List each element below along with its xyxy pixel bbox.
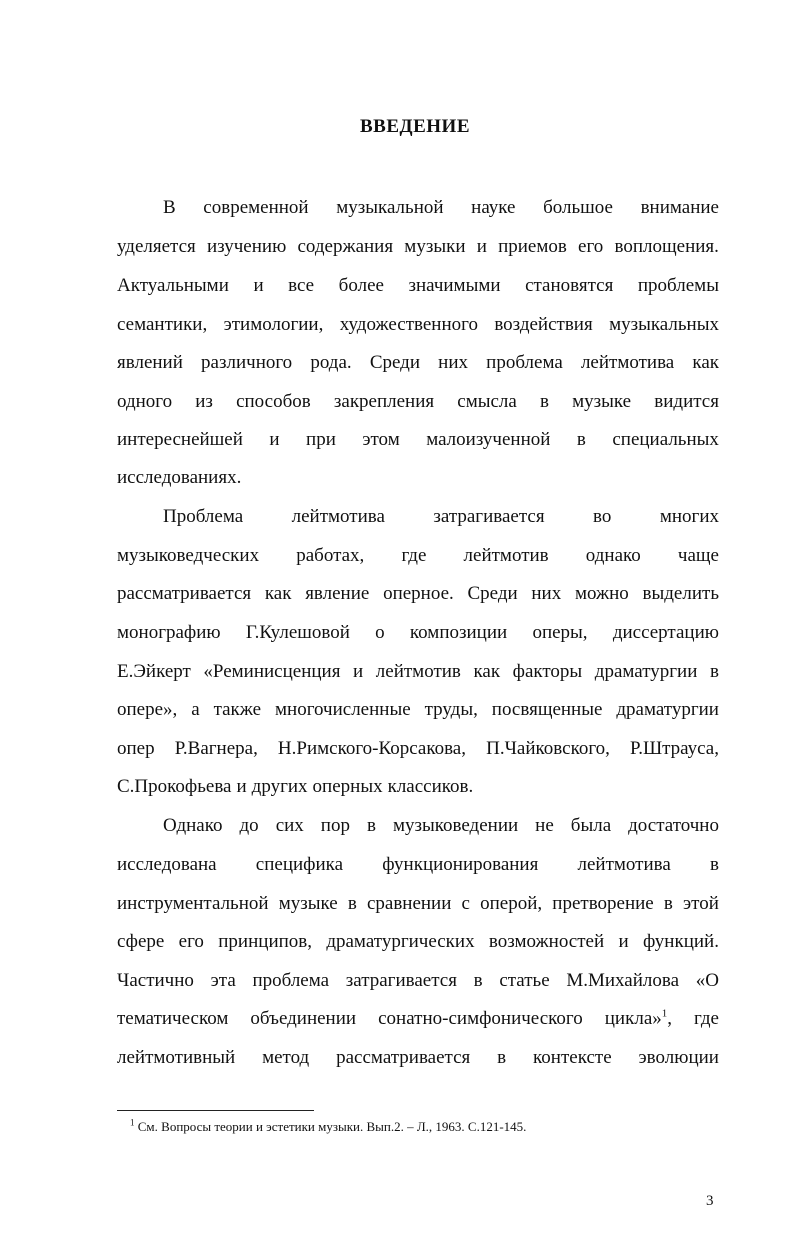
word: малоизученной xyxy=(426,429,551,450)
footnote-marker: 1 xyxy=(130,1117,135,1128)
word: труды, xyxy=(424,699,478,720)
word: в xyxy=(709,661,719,682)
word: проблема xyxy=(486,352,563,373)
word: лейтмотив xyxy=(463,545,549,566)
word: и xyxy=(236,776,247,797)
word: затрагивается xyxy=(433,506,545,527)
word: в xyxy=(497,1047,507,1068)
word: закрепления xyxy=(333,391,435,412)
word: диссертацию xyxy=(612,622,719,643)
word: других xyxy=(251,776,308,797)
word: многочисленные xyxy=(275,699,411,720)
word: содержания xyxy=(297,236,394,257)
text-line xyxy=(117,466,719,490)
word: до xyxy=(239,815,259,836)
text-line xyxy=(117,428,719,452)
word: лейтмотив xyxy=(375,661,461,682)
word: можно xyxy=(574,583,629,604)
word: семантики, xyxy=(117,314,208,335)
word: а xyxy=(191,699,200,720)
text-line xyxy=(163,814,719,838)
word: факторы xyxy=(512,661,583,682)
word: его xyxy=(178,931,204,952)
word: объединении xyxy=(250,1008,357,1029)
word: специальных xyxy=(612,429,719,450)
word: опере», xyxy=(117,699,178,720)
word: большое xyxy=(543,197,613,218)
text-line xyxy=(117,235,719,259)
text-line xyxy=(117,351,719,375)
page-number: 3 xyxy=(706,1193,714,1209)
word: П.Чайковского, xyxy=(486,738,610,759)
text-line xyxy=(117,660,719,684)
word: работах, xyxy=(296,545,365,566)
text-line xyxy=(117,1007,719,1031)
word: лейтмотива xyxy=(580,352,675,373)
text-line xyxy=(117,390,719,414)
word: в xyxy=(663,893,673,914)
word: видится xyxy=(654,391,719,412)
word: его xyxy=(578,236,604,257)
word: Е.Эйкерт xyxy=(117,661,191,682)
word: выделить xyxy=(642,583,719,604)
word: где xyxy=(694,1008,719,1029)
word: оперы, xyxy=(532,622,588,643)
word: эволюции xyxy=(638,1047,719,1068)
word: современной xyxy=(203,197,309,218)
word: композиции xyxy=(409,622,508,643)
word: о xyxy=(375,622,385,643)
word: в xyxy=(709,854,719,875)
word: многих xyxy=(659,506,719,527)
word: этимологии, xyxy=(223,314,324,335)
word: классиков. xyxy=(387,776,474,797)
word: функций. xyxy=(642,931,719,952)
word: Актуальными xyxy=(117,275,229,296)
word: музыкальной xyxy=(336,197,444,218)
footnote-divider xyxy=(117,1110,314,1111)
word: Проблема xyxy=(163,506,244,527)
word: этой xyxy=(683,893,719,914)
word: сих xyxy=(275,815,304,836)
text-line xyxy=(117,969,719,993)
word: уделяется xyxy=(117,236,196,257)
word: музыковедении xyxy=(392,815,519,836)
word: однако xyxy=(585,545,641,566)
word: и xyxy=(253,275,264,296)
word: них xyxy=(531,583,562,604)
word: более xyxy=(338,275,384,296)
word: явлений xyxy=(117,352,183,373)
word: возможностей xyxy=(488,931,605,952)
word: музыкальных xyxy=(609,314,719,335)
word: приемов xyxy=(498,236,567,257)
word: исследованиях. xyxy=(117,467,242,488)
word: специфика xyxy=(255,854,344,875)
word: где xyxy=(401,545,427,566)
word: Среди xyxy=(369,352,421,373)
text-line xyxy=(117,698,719,722)
word: как xyxy=(473,661,501,682)
word: из xyxy=(195,391,213,412)
word: рассматривается xyxy=(336,1047,471,1068)
word: них xyxy=(438,352,469,373)
word: посвященные xyxy=(491,699,603,720)
word: оперное. xyxy=(383,583,454,604)
word: инструментальной xyxy=(117,893,269,914)
word: лейтмотива xyxy=(577,854,671,875)
word: музыки xyxy=(404,236,466,257)
word: пор xyxy=(320,815,350,836)
word: проблемы xyxy=(637,275,719,296)
word: в xyxy=(576,429,586,450)
word: интереснейшей xyxy=(117,429,243,450)
word: воплощения. xyxy=(614,236,719,257)
word: этом xyxy=(362,429,400,450)
word: смысла xyxy=(457,391,517,412)
text-line xyxy=(117,1046,719,1070)
word: лейтмотива xyxy=(291,506,385,527)
word: музыковедческих xyxy=(117,545,260,566)
text-line xyxy=(117,775,719,799)
word: была xyxy=(570,815,612,836)
word: чаще xyxy=(677,545,719,566)
text-line xyxy=(117,544,719,568)
word: монографию xyxy=(117,622,221,643)
word: лейтмотивный xyxy=(117,1047,236,1068)
word: сонатно-симфонического xyxy=(378,1008,583,1029)
word: Н.Римского-Корсакова, xyxy=(277,738,466,759)
word: сравнении xyxy=(366,893,452,914)
word: различного xyxy=(201,352,293,373)
word: контексте xyxy=(533,1047,612,1068)
word: драматургии xyxy=(616,699,719,720)
word: оперой, xyxy=(480,893,543,914)
word: драматургии xyxy=(594,661,698,682)
word: науке xyxy=(471,197,516,218)
word: статье xyxy=(499,970,550,991)
word: как xyxy=(264,583,292,604)
word: оперных xyxy=(312,776,383,797)
word: Однако xyxy=(163,815,223,836)
word: В xyxy=(163,197,176,218)
word: М.Михайлова xyxy=(566,970,680,991)
word: художественного xyxy=(339,314,478,335)
word: внимание xyxy=(640,197,719,218)
text-line xyxy=(117,621,719,645)
word: эта xyxy=(210,970,236,991)
text-line xyxy=(163,505,719,529)
word: при xyxy=(306,429,336,450)
footnote-text: См. Вопросы теории и эстетики музыки. Вып.2. – Л., 1963. С.121-145. xyxy=(137,1119,527,1134)
word: не xyxy=(535,815,554,836)
word: изучению xyxy=(206,236,287,257)
text-line xyxy=(117,313,719,337)
word: функционирования xyxy=(382,854,539,875)
footnote xyxy=(130,1119,526,1135)
word: и xyxy=(353,661,364,682)
word: как xyxy=(692,352,719,373)
word: в xyxy=(347,893,357,914)
word: явление xyxy=(305,583,370,604)
text-line xyxy=(117,582,719,606)
word: цикла»$^1$, xyxy=(604,1007,672,1029)
word: проблема xyxy=(252,970,330,991)
word: Частично xyxy=(117,970,194,991)
word: становятся xyxy=(525,275,614,296)
text-line xyxy=(117,892,719,916)
word: во xyxy=(593,506,612,527)
word: также xyxy=(213,699,262,720)
word: «О xyxy=(695,970,719,991)
word: метод xyxy=(262,1047,310,1068)
word: с xyxy=(461,893,470,914)
word: в xyxy=(366,815,376,836)
word: рода. xyxy=(310,352,352,373)
word: способов xyxy=(236,391,311,412)
word: Р.Вагнера, xyxy=(174,738,258,759)
word: в xyxy=(473,970,483,991)
text-line xyxy=(163,196,719,220)
page-title: ВВЕДЕНИЕ xyxy=(360,116,470,137)
word: тематическом xyxy=(117,1008,229,1029)
word: одного xyxy=(117,391,173,412)
word: «Реминисценция xyxy=(203,661,341,682)
word: значимыми xyxy=(408,275,501,296)
word: исследована xyxy=(117,854,217,875)
word: затрагивается xyxy=(345,970,457,991)
word: в xyxy=(540,391,549,412)
word: музыке xyxy=(278,893,338,914)
text-line xyxy=(117,930,719,954)
word: опер xyxy=(117,738,155,759)
word: все xyxy=(288,275,315,296)
word: принципов, xyxy=(218,931,312,952)
word: и xyxy=(476,236,487,257)
word: воздействия xyxy=(494,314,593,335)
word: достаточно xyxy=(628,815,719,836)
word: Р.Штрауса, xyxy=(630,738,719,759)
word: С.Прокофьева xyxy=(117,776,232,797)
word: музыке xyxy=(572,391,632,412)
word: претворение xyxy=(552,893,654,914)
word: рассматривается xyxy=(117,583,252,604)
word: Среди xyxy=(467,583,518,604)
word: Г.Кулешовой xyxy=(245,622,350,643)
text-line xyxy=(117,274,719,298)
word: и xyxy=(269,429,280,450)
footnote-reference: 1 xyxy=(661,1007,668,1020)
word: драматургических xyxy=(326,931,475,952)
word: и xyxy=(618,931,629,952)
text-line xyxy=(117,853,719,877)
text-line xyxy=(117,737,719,761)
word: сфере xyxy=(117,931,165,952)
